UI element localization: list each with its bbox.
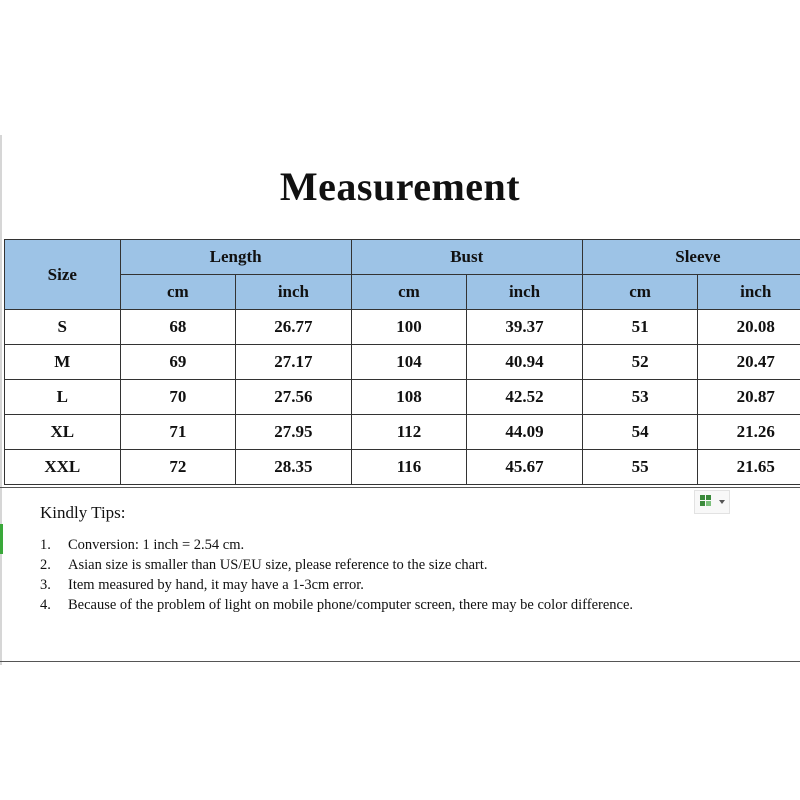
paste-options-icon[interactable]: [694, 490, 730, 514]
table-cell: 20.47: [698, 345, 800, 380]
unit-header: cm: [120, 275, 236, 310]
sheet-left-edge: [0, 135, 2, 665]
table-cell: 51: [582, 310, 698, 345]
table-cell: 42.52: [467, 380, 583, 415]
table-cell: 112: [351, 415, 467, 450]
unit-header: inch: [467, 275, 583, 310]
table-cell: 52: [582, 345, 698, 380]
tip-number: 2.: [40, 557, 51, 573]
table-cell: 21.26: [698, 415, 800, 450]
table-cell: 71: [120, 415, 236, 450]
bust-group-header: Bust: [351, 240, 582, 275]
clipboard-grid-icon: [700, 495, 712, 509]
table-cell: 69: [120, 345, 236, 380]
size-cell: XL: [5, 415, 121, 450]
table-cell: 21.65: [698, 450, 800, 485]
table-cell: 20.08: [698, 310, 800, 345]
size-cell: S: [5, 310, 121, 345]
table-cell: 72: [120, 450, 236, 485]
table-cell: 39.37: [467, 310, 583, 345]
table-cell: 27.95: [236, 415, 352, 450]
list-item: [40, 535, 700, 555]
length-group-header: Length: [120, 240, 351, 275]
tip-number: 3.: [40, 577, 51, 593]
tip-text: Because of the problem of light on mobile phone/computer screen, there may be color difference.: [68, 597, 634, 613]
section-divider: [0, 487, 800, 488]
size-cell: XXL: [5, 450, 121, 485]
table-row: [5, 450, 800, 485]
list-item: [40, 575, 700, 595]
section-divider: [0, 661, 800, 662]
table-cell: 104: [351, 345, 467, 380]
size-cell: M: [5, 345, 121, 380]
table-row: [5, 380, 800, 415]
table-cell: 100: [351, 310, 467, 345]
table-cell: 70: [120, 380, 236, 415]
table-cell: 28.35: [236, 450, 352, 485]
tip-number: 1.: [40, 537, 51, 553]
table-cell: 68: [120, 310, 236, 345]
table-cell: 27.17: [236, 345, 352, 380]
list-item: [40, 555, 700, 575]
table-cell: 108: [351, 380, 467, 415]
table-row: [5, 310, 800, 345]
table-cell: 26.77: [236, 310, 352, 345]
unit-header: cm: [351, 275, 467, 310]
table-cell: 116: [351, 450, 467, 485]
size-cell: L: [5, 380, 121, 415]
table-cell: 45.67: [467, 450, 583, 485]
tip-text: Conversion: 1 inch = 2.54 cm.: [68, 537, 245, 553]
list-item: [40, 595, 700, 615]
table-cell: 54: [582, 415, 698, 450]
size-chart-table: [4, 239, 800, 485]
tip-number: 4.: [40, 597, 51, 613]
chevron-down-icon: [719, 500, 725, 504]
selection-marker: [0, 524, 3, 554]
tip-text: Asian size is smaller than US/EU size, please reference to the size chart.: [68, 557, 488, 573]
table-cell: 40.94: [467, 345, 583, 380]
size-column-header: Size: [5, 240, 121, 310]
sleeve-group-header: Sleeve: [582, 240, 800, 275]
unit-header: cm: [582, 275, 698, 310]
table-cell: 53: [582, 380, 698, 415]
unit-header: inch: [236, 275, 352, 310]
table-cell: 20.87: [698, 380, 800, 415]
table-cell: 27.56: [236, 380, 352, 415]
table-cell: 55: [582, 450, 698, 485]
page-title: Measurement: [279, 164, 521, 209]
table-row: [5, 415, 800, 450]
unit-header: inch: [698, 275, 800, 310]
tips-list: [40, 535, 700, 615]
table-row: [5, 345, 800, 380]
table-cell: 44.09: [467, 415, 583, 450]
tip-text: Item measured by hand, it may have a 1-3cm error.: [68, 577, 364, 593]
tips-title: Kindly Tips:: [40, 503, 126, 522]
